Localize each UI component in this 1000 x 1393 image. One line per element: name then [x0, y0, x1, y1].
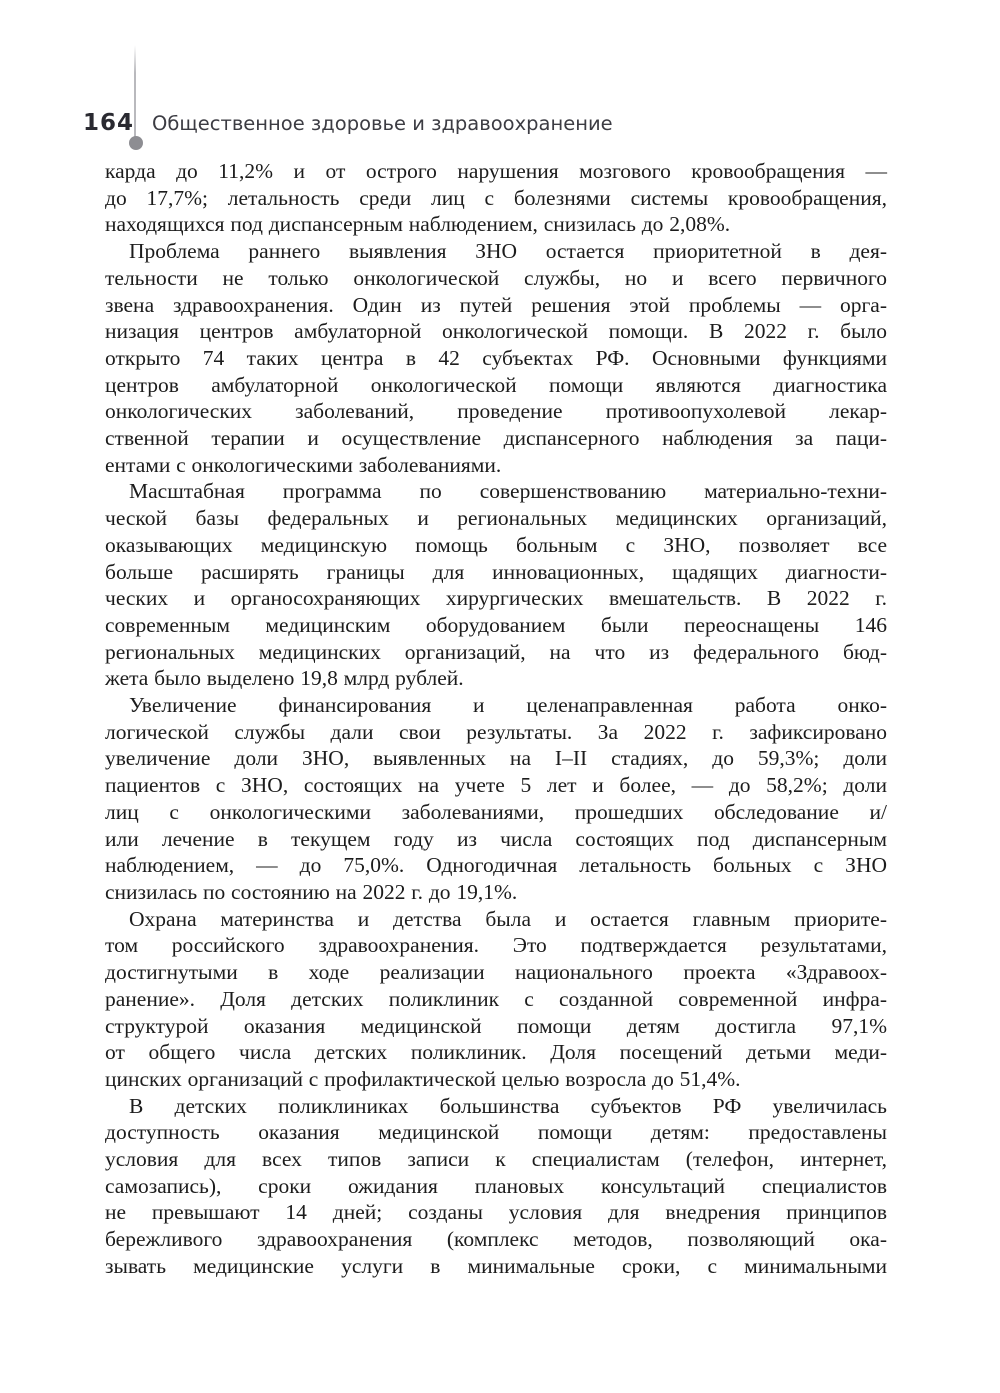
text-line: звена здравоохранения. Один из путей решения этой проблемы — орга-	[105, 292, 887, 317]
running-title: Общественное здоровье и здравоохранение	[152, 112, 613, 135]
text-line: логической службы дали свои результаты. За 2022 г. зафиксировано	[105, 719, 887, 744]
text-line: жета было выделено 19,8 млрд рублей.	[105, 666, 464, 691]
text-line: ственной терапии и осуществление диспансерного наблюдения за паци-	[105, 426, 887, 451]
text-line: самозапись), сроки ожидания плановых консультаций специалистов	[105, 1173, 887, 1198]
text-line: зывать медицинские услуги в минимальные сроки, с минимальными	[105, 1253, 887, 1278]
text-line: ческой базы федеральных и региональных медицинских организаций,	[105, 506, 887, 531]
text-line: тельности не только онкологической службы, но и всего первичного	[105, 265, 887, 290]
text-line: ранение». Доля детских поликлиник с созданной современной инфра-	[105, 986, 887, 1011]
text-line: достигнутыми в ходе реализации национального проекта «Здравоох-	[105, 960, 887, 985]
text-line: пациентов с ЗНО, состоящих на учете 5 лет и более, — до 58,2%; доли	[105, 773, 887, 798]
text-line: центров амбулаторной онкологической помощи являются диагностика	[105, 372, 887, 397]
paragraph	[105, 1093, 887, 1280]
text-line: структурой оказания медицинской помощи детям достигла 97,1%	[105, 1013, 887, 1038]
text-line: или лечение в текущем году из числа состоящих под диспансерным	[105, 826, 887, 851]
text-line: доступность оказания медицинской помощи детям: предоставлены	[105, 1120, 887, 1145]
header-divider-dot	[129, 136, 143, 150]
header-divider-line	[134, 45, 136, 138]
text-line: больше расширять границы для инновационных, щадящих диагности-	[105, 559, 887, 584]
page-body	[105, 158, 887, 1280]
text-line: до 17,7%; летальность среди лиц с болезнями системы кровообращения,	[105, 185, 887, 210]
paragraph	[105, 478, 887, 692]
text-line: карда до 11,2% и от острого нарушения мозгового кровообращения —	[105, 159, 887, 183]
paragraph	[105, 906, 887, 1093]
text-line: том российского здравоохранения. Это подтверждается результатами,	[105, 933, 887, 958]
text-line: Масштабная программа по совершенствованию материально-техни-	[129, 479, 887, 504]
text-line: бережливого здравоохранения (комплекс методов, позволяющий ока-	[105, 1227, 887, 1252]
text-line: современным медицинским оборудованием были переоснащены 146	[105, 612, 887, 637]
text-line: цинских организаций с профилактической целью возросла до 51,4%.	[105, 1066, 741, 1091]
text-line: условия для всех типов записи к специалистам (телефон, интернет,	[105, 1147, 887, 1172]
text-line: Проблема раннего выявления ЗНО остается приоритетной в дея-	[129, 239, 887, 264]
text-line: наблюдением, — до 75,0%. Одногодичная летальность больных с ЗНО	[105, 853, 887, 878]
text-line: оказывающих медицинскую помощь больным с ЗНО, позволяет все	[105, 532, 887, 557]
text-line: ентами с онкологическими заболеваниями.	[105, 452, 502, 477]
text-line: находящихся под диспансерным наблюдением, снизилась до 2,08%.	[105, 212, 731, 237]
paragraph	[105, 692, 887, 906]
text-line: низация центров амбулаторной онкологической помощи. В 2022 г. было	[105, 319, 887, 344]
paragraph	[105, 158, 887, 238]
text-line: снизилась по состоянию на 2022 г. до 19,1%.	[105, 879, 518, 904]
text-line: Увеличение финансирования и целенаправленная работа онко-	[129, 693, 887, 718]
text-line: увеличение доли ЗНО, выявленных на I–II стадиях, до 59,3%; доли	[105, 746, 887, 771]
text-line: от общего числа детских поликлиник. Доля посещений детьми меди-	[105, 1040, 887, 1065]
text-line: региональных медицинских организаций, на что из федерального бюд-	[105, 639, 887, 664]
text-line: открыто 74 таких центра в 42 субъектах РФ. Основными функциями	[105, 345, 887, 370]
page-number: 164	[83, 110, 135, 136]
text-line: Охрана материнства и детства была и остается главным приорите-	[129, 906, 887, 931]
text-line: не превышают 14 дней; созданы условия для внедрения принципов	[105, 1200, 887, 1225]
paragraph	[105, 238, 887, 478]
text-line: ческих и органосохраняющих хирургических вмешательств. В 2022 г.	[105, 586, 887, 611]
text-line: лиц с онкологическими заболеваниями, прошедших обследование и/	[105, 799, 887, 824]
text-line: онкологических заболеваний, проведение противоопухолевой лекар-	[105, 399, 887, 424]
text-line: В детских поликлиниках большинства субъектов РФ увеличилась	[129, 1093, 887, 1118]
